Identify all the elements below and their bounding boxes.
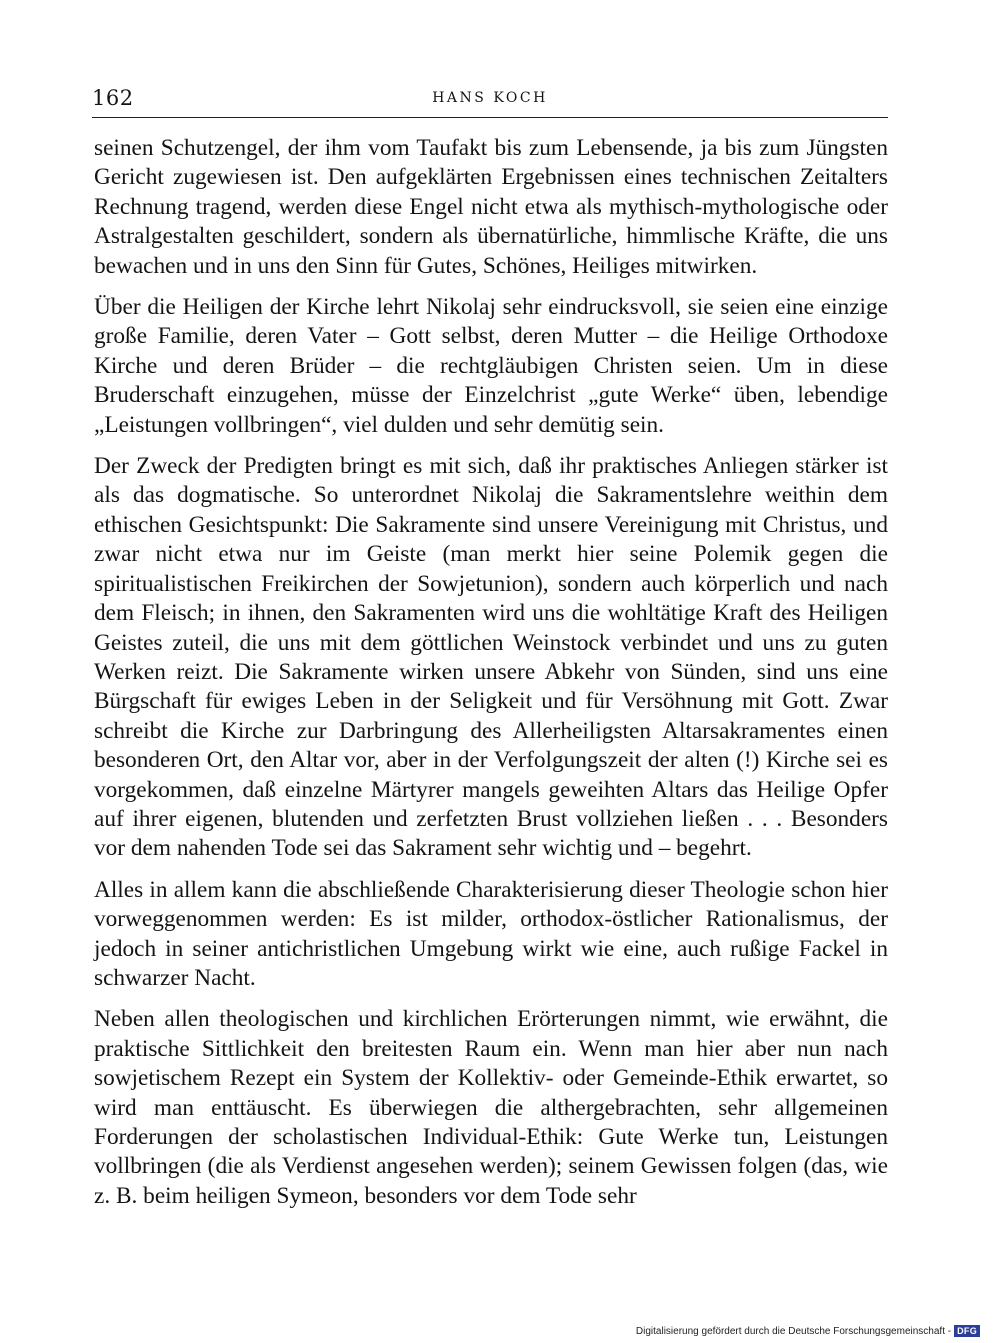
- paragraph-4: Alles in allem kann die abschließende Charakterisierung dieser Theologie schon hier vorweggenommen werden: Es ist milder, orthodox-östlicher Rationalismus, der jedoch in seiner antichristlichen Umgebung wirkt wie eine, auch rußige Fackel in schwarzer Nacht.: [94, 876, 888, 991]
- header-rule: [92, 117, 888, 118]
- running-head: HANS KOCH: [432, 90, 548, 106]
- paragraph-3: Der Zweck der Predigten bringt es mit sich, daß ihr praktisches Anliegen stärker ist als das dogmatische. So unterordnet Nikolaj die Sakramentslehre weithin dem ethischen Gesichtspunkt: Die Sakramente sind unsere Vereinigung mit Christus, und zwar nicht etwa nur im Geiste (man merkt hier seine Polemik gegen die spiritualistischen Freikirchen der Sowjetunion), sondern auch körperlich und nach dem Fleisch; in ihnen, den Sakramenten wird uns die wohltätige Kraft des Heiligen Geistes zuteil, die uns mit dem göttlichen Weinstock verbindet und uns zu guten Werken reizt. Die Sakramente wirken unsere Abkehr von Sünden, sind uns eine Bürgschaft für ewiges Leben in der Seligkeit und für Versöhnung mit Gott. Zwar schreibt die Kirche zur Darbringung des Allerheiligsten Altarsakramentes einen besonderen Ort, den Altar vor, aber in der Verfolgungszeit der alten (!) Kirche sei es vorgekommen, daß einzelne Märtyrer mangels geweihten Altars das Heilige Opfer auf ihrer eigenen, blutenden und zerfetzten Brust vollziehen ließen . . . Besonders vor dem nahenden Tode sei das Sakrament sehr wichtig und – begehrt.: [94, 453, 888, 862]
- paragraph-2: Über die Heiligen der Kirche lehrt Nikolaj sehr eindrucksvoll, sie seien eine einzige große Familie, deren Vater – Gott selbst, deren Mutter – die Heilige Orthodoxe Kirche und deren Brüder – die rechtgläubigen Christen seien. Um in diese Bruderschaft einzugehen, müsse der Einzelchrist „gute Werke“ üben, lebendige „Leistungen vollbringen“, viel dulden und sehr demütig sein.: [94, 294, 888, 438]
- page-header: [92, 86, 888, 114]
- page-number: 162: [92, 86, 134, 110]
- dfg-logo-icon: DFG: [954, 1325, 980, 1337]
- footer-text: Digitalisierung gefördert durch die Deutsche Forschungsgemeinschaft -: [635, 1325, 952, 1337]
- body-text: [94, 134, 888, 1223]
- digitization-footer: [636, 1325, 980, 1337]
- paragraph-1: seinen Schutzengel, der ihm vom Taufakt bis zum Lebensende, ja bis zum Jüngsten Gericht zugewiesen ist. Den aufgeklärten Ergebnissen eines technischen Zeitalters Rechnung tragend, werden diese Engel nicht etwa als mythisch-mythologische oder Astralgestalten geschildert, sondern als übernatürliche, himmlische Kräfte, die uns bewachen und in uns den Sinn für Gutes, Schönes, Heiliges mitwirken.: [94, 135, 888, 279]
- paragraph-5: Neben allen theologischen und kirchlichen Erörterungen nimmt, wie erwähnt, die praktische Sittlichkeit den breitesten Raum ein. Wenn man hier aber nun nach sowjetischem Rezept ein System der Kollektiv- oder Gemeinde-Ethik erwartet, so wird man enttäuscht. Es überwiegen die althergebrachten, sehr allgemeinen Forderungen der scholastischen Individual-Ethik: Gute Werke tun, Leistungen vollbringen (die als Verdienst angesehen werden); seinem Gewissen folgen (das, wie z. B. beim heiligen Symeon, besonders vor dem Tode sehr: [94, 1006, 888, 1209]
